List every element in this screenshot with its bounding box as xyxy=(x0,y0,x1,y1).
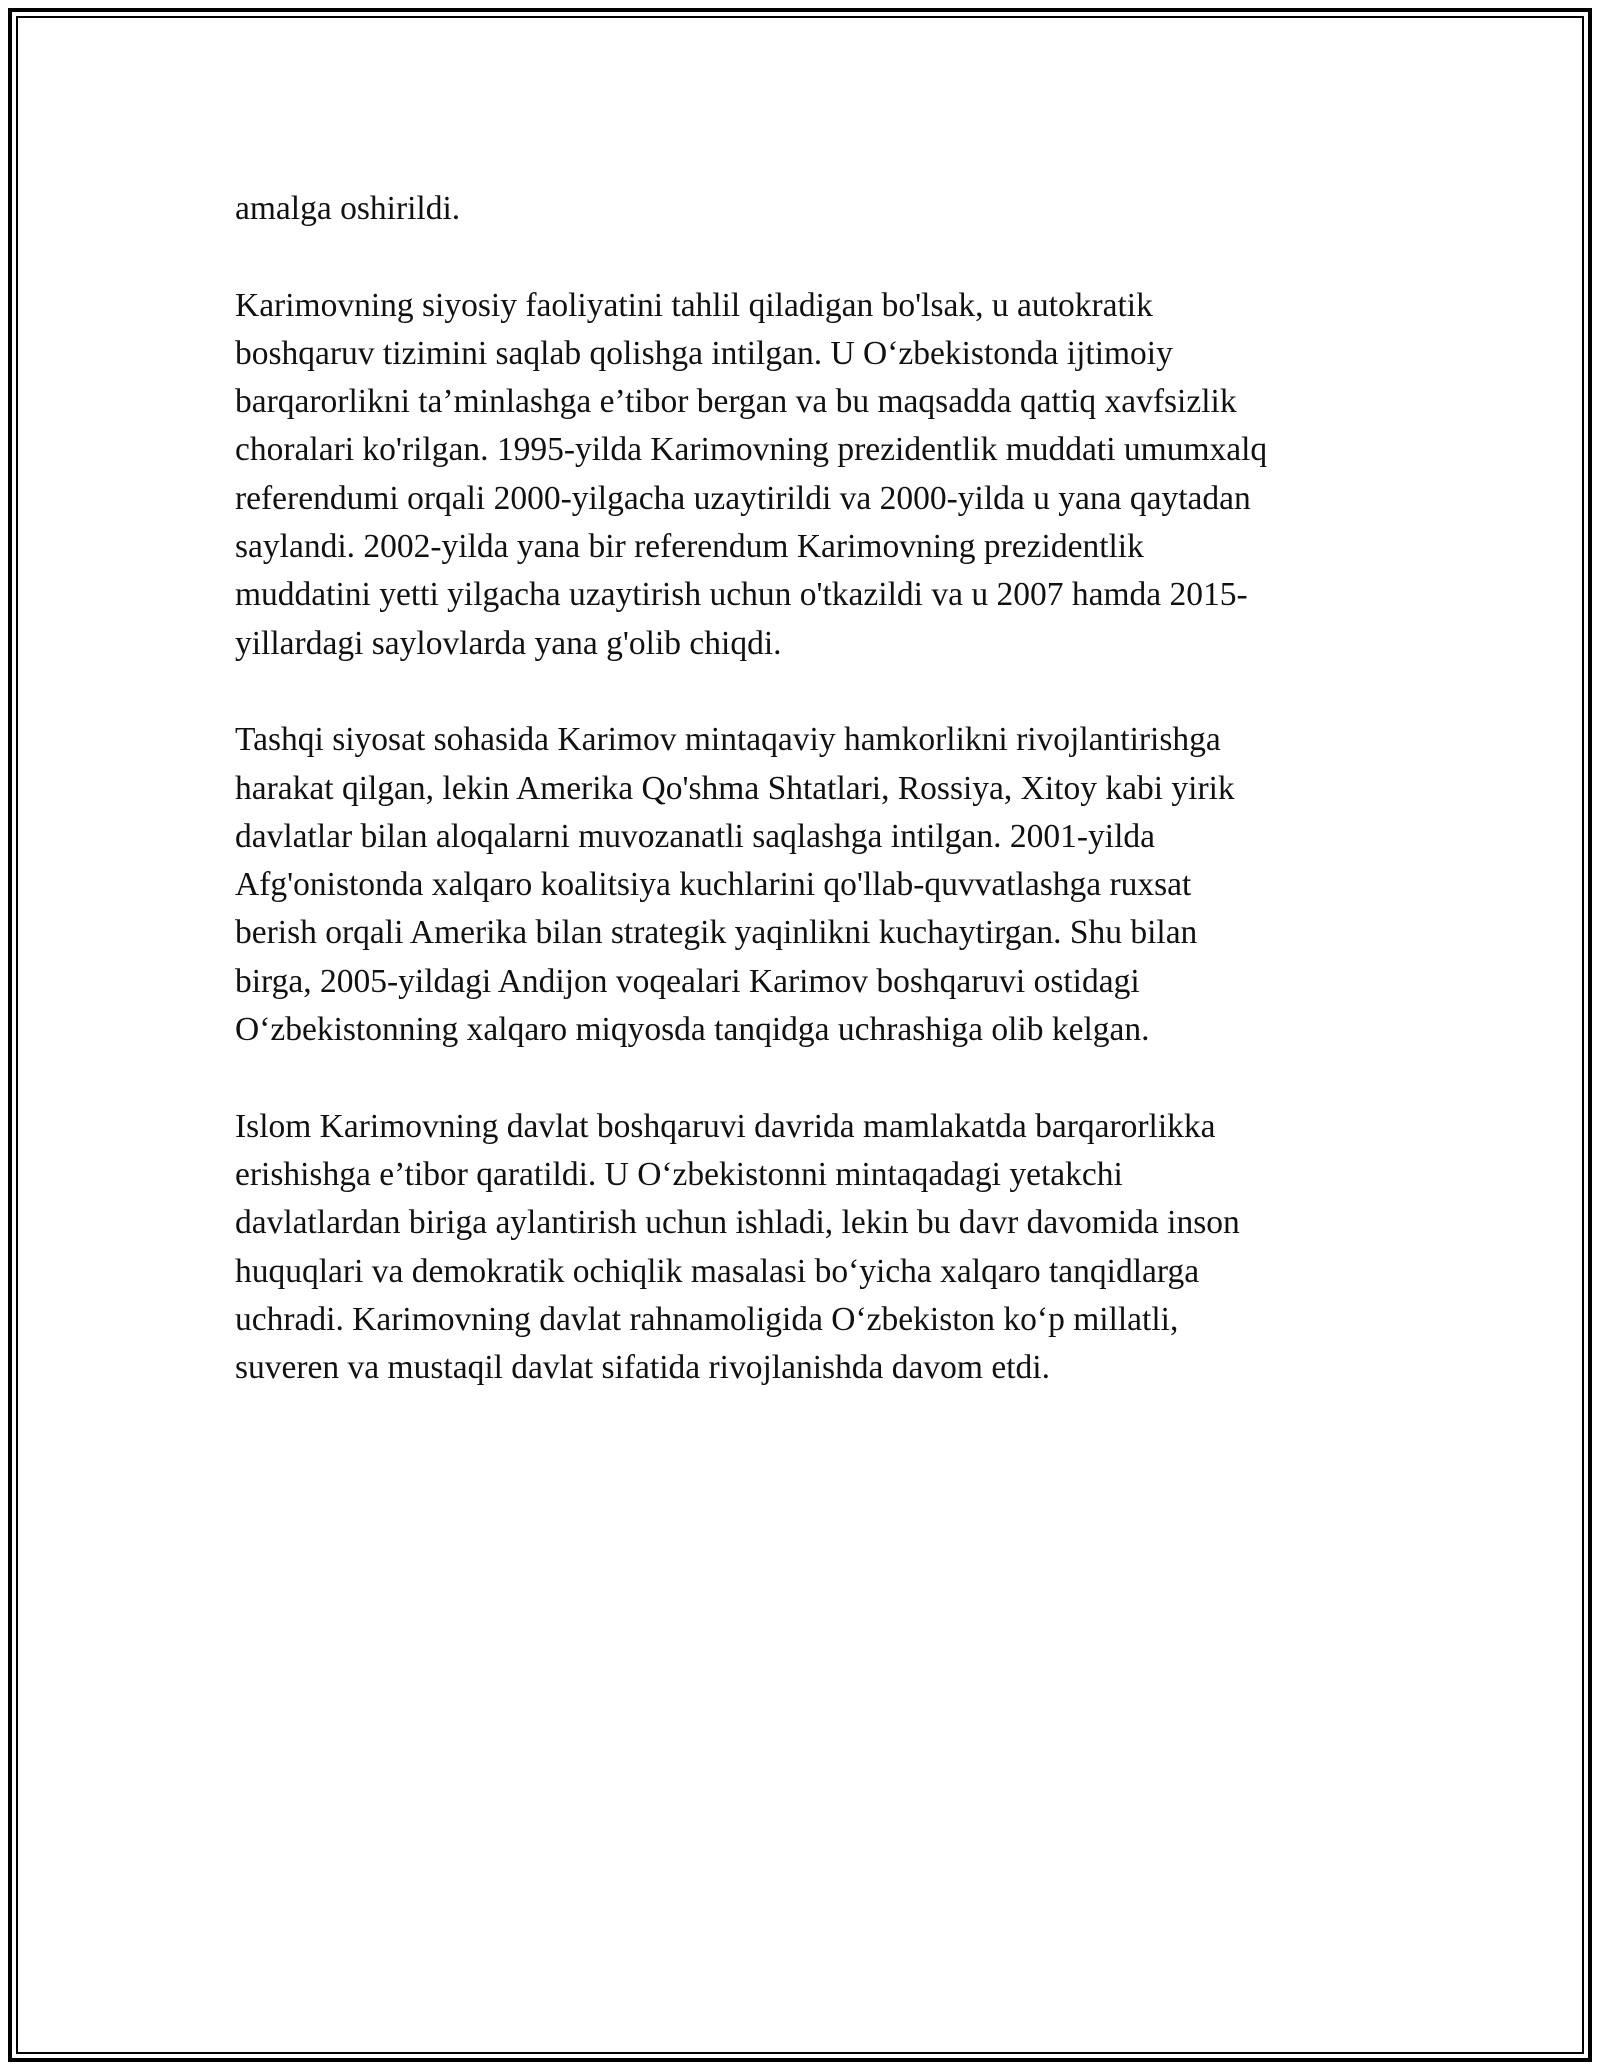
paragraph-governance-summary: Islom Karimovning davlat boshqaruvi davrida mamlakatda barqarorlikka erishishga e’tibor qaratildi. U O‘zbekistonni mintaqadagi yetakchi davlatlardan biriga aylantirish uchun ishladi, lekin bu davr davomida inson huquqlari va demokratik ochiqlik masalasi bo‘yicha xalqaro tanqidlarga uchradi. Karimovning davlat rahnamoligida O‘zbekiston ko‘p millatli, suveren va mustaqil davlat sifatida rivojlanishda davom etdi. xyxy=(235,1107,1240,1387)
paragraph-political-activity: Karimovning siyosiy faoliyatini tahlil qiladigan bo'lsak, u autokratik boshqaruv tizimini saqlab qolishga intilgan. U O‘zbekistonda ijtimoiy barqarorlikni ta’minlashga e’tibor bergan va bu maqsadda qattiq xavfsizlik choralari ko'rilgan. 1995-yilda Karimovning prezidentlik muddati umumxalq referendumi orqali 2000-yilgacha uzaytirildi va 2000-yilda u yana qaytadan saylandi. 2002-yilda yana bir referendum Karimovning prezidentlik muddatini yetti yilgacha uzaytirish uchun o'tkazildi va u 2007 hamda 2015- yillardagi saylovlarda yana g'olib chiqdi. xyxy=(235,286,1268,662)
paragraph-continuation: amalga oshirildi. xyxy=(235,190,461,227)
document-body xyxy=(235,185,1425,1441)
paragraph-foreign-policy: Tashqi siyosat sohasida Karimov mintaqaviy hamkorlikni rivojlantirishga harakat qilgan, lekin Amerika Qo'shma Shtatlari, Rossiya, Xitoy kabi yirik davlatlar bilan aloqalarni muvozanatli saqlashga intilgan. 2001-yilda Afg'onistonda xalqaro koalitsiya kuchlarini qo'llab-quvvatlashga ruxsat berish orqali Amerika bilan strategik yaqinlikni kuchaytirgan. Shu bilan birga, 2005-yildagi Andijon voqealari Karimov boshqaruvi ostidagi O‘zbekistonning xalqaro miqyosda tanqidga uchrashiga olib kelgan. xyxy=(235,721,1235,1049)
